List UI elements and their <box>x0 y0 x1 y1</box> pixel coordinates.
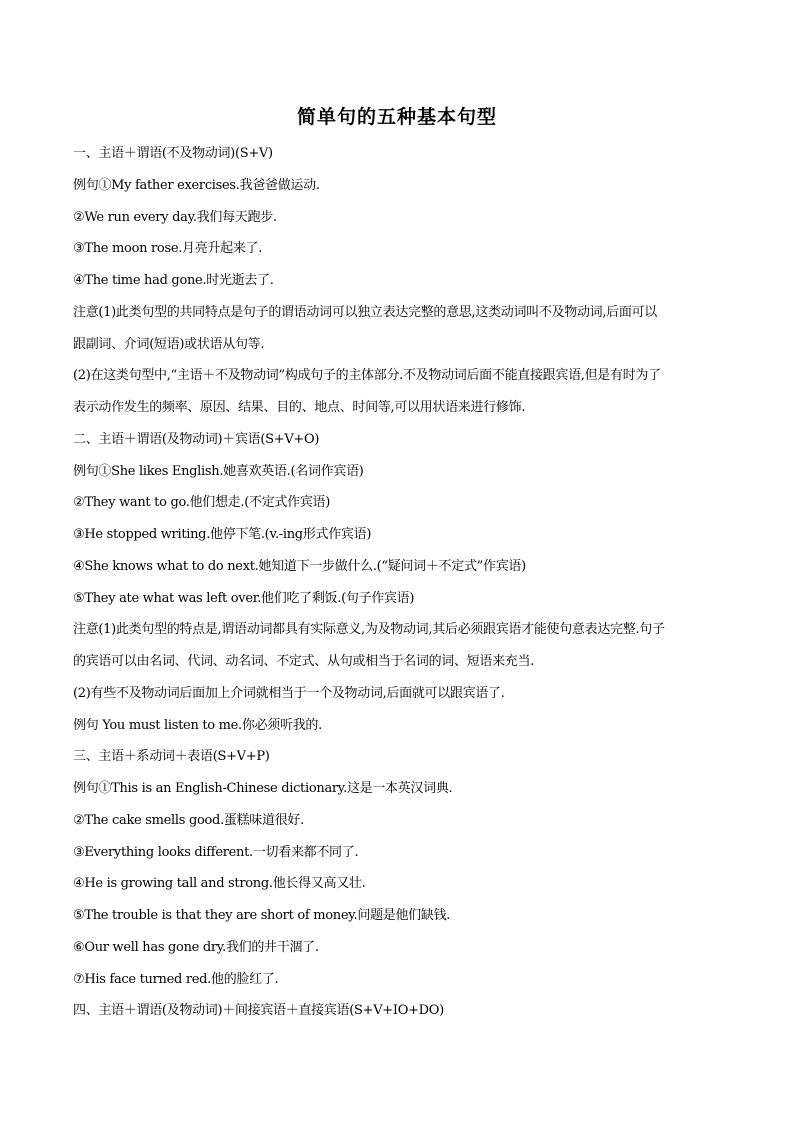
page-title: 简单句的五种基本句型 <box>296 106 497 128</box>
section-heading-2: 二、主语＋谓语(及物动词)＋宾语(S+V+O) <box>73 431 320 447</box>
text-line: ③The moon rose.月亮升起来了. <box>73 241 263 257</box>
text-line: ④The time had gone.时光逝去了. <box>73 273 274 288</box>
text-line: ②We run every day.我们每天跑步. <box>73 209 277 225</box>
text-line: 例句①This is an English-Chinese dictionary.这是一本英汉词典. <box>73 781 453 796</box>
text-line: 表示动作发生的频率、原因、结果、目的、地点、时间等,可以用状语来进行修饰. <box>73 400 526 415</box>
text-line: ⑤The trouble is that they are short of money.问题是他们缺钱. <box>73 908 451 923</box>
text-line: ③He stopped writing.他停下笔.(v.-ing形式作宾语) <box>73 527 372 542</box>
text-line: 例句①My father exercises.我爸爸做运动. <box>73 177 320 193</box>
text-line: ④She knows what to do next.她知道下一步做什么.(“疑问词＋不定式”作宾语) <box>73 558 526 574</box>
text-line: 注意(1)此类句型的特点是,谓语动词都具有实际意义,为及物动词,其后必须跟宾语才能使句意表达完整.句子 <box>73 622 665 638</box>
text-line: ⑤They ate what was left over.他们吃了剩饭.(句子作宾语) <box>73 590 415 606</box>
text-line: ②The cake smells good.蛋糕味道很好. <box>73 812 304 828</box>
text-line: (2)有些不及物动词后面加上介词就相当于一个及物动词,后面就可以跟宾语了. <box>73 685 505 701</box>
document-body <box>73 143 725 1032</box>
text-line: ④He is growing tall and strong.他长得又高又壮. <box>73 876 366 892</box>
text-line: (2)在这类句型中,“主语＋不及物动词”构成句子的主体部分.不及物动词后面不能直接跟宾语,但是有时为了 <box>73 368 661 384</box>
section-heading-1: 一、主语＋谓语(不及物动词)(S+V) <box>73 146 273 161</box>
text-line: ③Everything looks different.一切看来都不同了. <box>73 844 359 860</box>
text-line: ⑦His face turned red.他的脸红了. <box>73 971 279 987</box>
text-line: 例句①She likes English.她喜欢英语.(名词作宾语) <box>73 463 364 479</box>
text-line: 例句 You must listen to me.你必须听我的. <box>73 717 322 733</box>
section-heading-4: 四、主语＋谓语(及物动词)＋间接宾语＋直接宾语(S+V+IO+DO) <box>73 1003 444 1019</box>
section-heading-3: 三、主语＋系动词＋表语(S+V+P) <box>73 749 270 765</box>
text-line: ⑥Our well has gone dry.我们的井干涸了. <box>73 939 319 955</box>
text-line: ②They want to go.他们想走.(不定式作宾语) <box>73 495 330 511</box>
text-line: 的宾语可以由名词、代词、动名词、不定式、从句或相当于名词的词、短语来充当. <box>73 654 535 669</box>
text-line: 跟副词、介词(短语)或状语从句等. <box>73 336 265 352</box>
text-line: 注意(1)此类句型的共同特点是句子的谓语动词可以独立表达完整的意思,这类动词叫不及物动词,后面可以 <box>73 304 657 320</box>
